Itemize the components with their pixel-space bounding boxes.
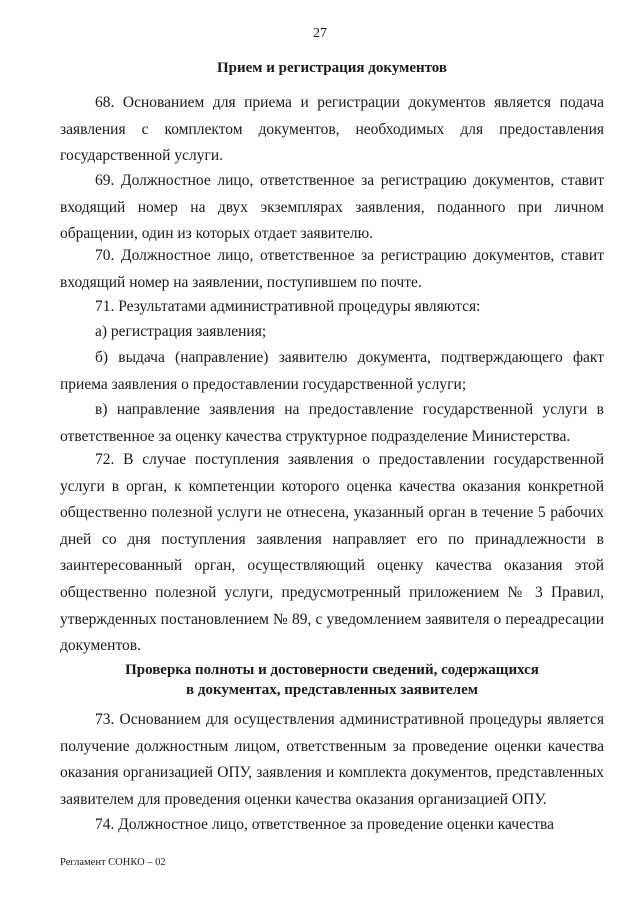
page-number: 27 [313, 26, 327, 41]
paragraph-69: 69. Должностное лицо, ответственное за регистрацию документов, ставит входящий номер на двух экземплярах заявления, поданного при личном обращении, один из которых отдает заявителю. [60, 172, 604, 243]
page-footer: Регламент СОНКО – 02 [60, 857, 166, 868]
section-heading-verification-line-1: Проверка полноты и достоверности сведений, содержащихся [125, 662, 539, 678]
paragraph-71-c: в) направление заявления на предоставление государственной услуги в ответственное за оценку качества структурное подразделение Министерства. [60, 401, 604, 445]
paragraph-72: 72. В случае поступления заявления о предоставлении государственной услуги в орган, к компетенции которого оценка качества оказания конкретной общественно полезной услуги не отнесена, указанный орган в течение 5 рабочих дней со дня поступления заявления направляет его по принадлежности в заинтересованный орган, осуществляющий оценку качества оказания этой общественно полезной услуги, предусмотренный приложением № 3 Правил, утвержденных постановлением № 89, с уведомлением заявителя о переадресации документов. [60, 451, 604, 655]
paragraph-74: 74. Должностное лицо, ответственное за проведение оценки качества [95, 816, 555, 833]
paragraph-73: 73. Основанием для осуществления административной процедуры является получение должностным лицом, ответственным за проведение оценки качества оказания организацией ОПУ, заявления и комплекта документов, представленных заявителем для проведения оценки качества оказания организацией ОПУ. [60, 711, 604, 808]
paragraph-71-b: б) выдача (направление) заявителю документа, подтверждающего факт приема заявления о предоставлении государственной услуги; [60, 349, 604, 393]
paragraph-71: 71. Результатами административной процедуры являются: [95, 298, 481, 315]
section-heading-verification [60, 660, 604, 700]
paragraph-68: 68. Основанием для приема и регистрации документов является подача заявления с комплектом документов, необходимых для предоставления государственной услуги. [60, 94, 604, 165]
paragraph-70: 70. Должностное лицо, ответственное за регистрацию документов, ставит входящий номер на заявлении, поступившем по почте. [60, 247, 604, 291]
section-heading-reception: Прием и регистрация документов [216, 60, 448, 76]
paragraph-71-a: а) регистрация заявления; [95, 323, 267, 340]
section-heading-verification-line-2: в документах, представленных заявителем [186, 682, 478, 698]
